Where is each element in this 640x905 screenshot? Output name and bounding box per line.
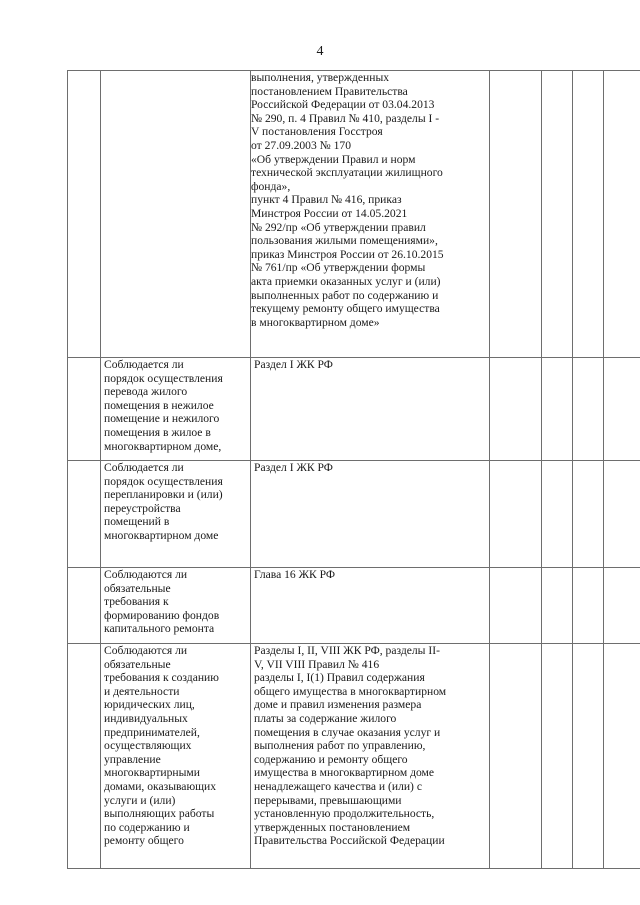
answer-na-cell [573, 644, 604, 869]
answer-yes-cell [490, 461, 542, 568]
requirements-cell [251, 568, 490, 644]
answer-yes-cell [490, 71, 542, 358]
requirements-cell [251, 644, 490, 869]
question-cell [101, 568, 251, 644]
table-row [68, 644, 640, 869]
notes-cell [604, 644, 640, 869]
page-number: 4 [316, 44, 324, 59]
table-row [68, 358, 640, 461]
question-text: Соблюдается ли порядок осуществления перевода жилого помещения в нежилое помещение и нежилого помещения в жилое в многоквартирном доме, [104, 358, 223, 453]
answer-no-cell [542, 461, 573, 568]
answer-no-cell [542, 644, 573, 869]
row-number-cell [68, 461, 101, 568]
requirements-cell [251, 358, 490, 461]
notes-cell [604, 568, 640, 644]
row-number-cell [68, 568, 101, 644]
row-number-cell [68, 644, 101, 869]
table-row [68, 461, 640, 568]
answer-yes-cell [490, 644, 542, 869]
row-number-cell [68, 71, 101, 358]
requirements-cell [251, 461, 490, 568]
answer-no-cell [542, 71, 573, 358]
question-text: Соблюдаются ли обязательные требования к созданию и деятельности юридических лиц, индивидуальных предпринимателей, осуществляющих управление многоквартирными домами, оказывающих услуги и (или) выполняющих работы по содержанию и ремонту общего [104, 644, 219, 848]
requirements-text: Раздел I ЖК РФ [254, 461, 333, 474]
notes-cell [604, 358, 640, 461]
answer-yes-cell [490, 568, 542, 644]
question-cell [101, 71, 251, 358]
checklist-table [67, 70, 640, 869]
row-number-cell [68, 358, 101, 461]
answer-na-cell [573, 71, 604, 358]
question-text: Соблюдается ли порядок осуществления перепланировки и (или) переустройства помещений в многоквартирном доме [104, 461, 223, 542]
requirements-text: Раздел I ЖК РФ [254, 358, 333, 371]
requirements-text: Глава 16 ЖК РФ [254, 568, 336, 581]
question-cell [101, 358, 251, 461]
requirements-text: Разделы I, II, VIII ЖК РФ, разделы II- V, VII VIII Правил № 416 разделы I, I(1) Правил содержания общего имущества в многоквартирном доме и правил изменения размера платы за содержание жилого помещения в случае оказания услуг и выполнения работ по управлению, содержанию и ремонту общего имущества в многоквартирном доме ненадлежащего качества и (или) с перерывами, превышающими установленную продолжительность, утвержденных постановлением Правительства Российской Федерации [254, 644, 447, 848]
answer-na-cell [573, 461, 604, 568]
requirements-text: выполнения, утвержденных постановлением Правительства Российской Федерации от 03.04.2013 № 290, п. 4 Правил № 410, разделы I - V постановления Госстроя от 27.09.2003 № 170 «Об утверждении Правил и норм технической эксплуатации жилищного фонда», пункт 4 Правил № 416, приказ Минстроя России от 14.05.2021 № 292/пр «Об утверждении правил пользования жилыми помещениями», приказ Минстроя России от 26.10.2015 № 761/пр «Об утверждении формы акта приемки оказанных услуг и (или) выполненных работ по содержанию и текущему ремонту общего имущества в многоквартирном доме» [251, 71, 444, 329]
answer-na-cell [573, 358, 604, 461]
notes-cell [604, 71, 640, 358]
requirements-cell [251, 71, 490, 358]
question-cell [101, 644, 251, 869]
answer-no-cell [542, 568, 573, 644]
answer-na-cell [573, 568, 604, 644]
answer-no-cell [542, 358, 573, 461]
question-text: Соблюдаются ли обязательные требования к формированию фондов капитального ремонта [104, 568, 220, 636]
notes-cell [604, 461, 640, 568]
table-row [68, 71, 640, 358]
table-row [68, 568, 640, 644]
question-cell [101, 461, 251, 568]
answer-yes-cell [490, 358, 542, 461]
